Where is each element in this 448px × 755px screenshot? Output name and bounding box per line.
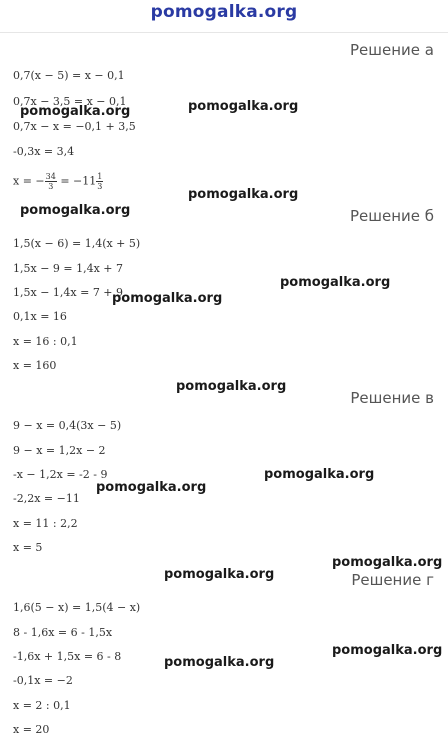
solution-v-heading: Решение в [350,389,434,407]
watermark: pomogalka.org [188,99,299,114]
watermark: pomogalka.org [332,555,443,570]
equation-line: 0,7x − 3,5 = x − 0,1 [13,95,127,108]
watermark: pomogalka.org [176,379,287,394]
solution-b-heading: Решение б [349,207,434,225]
final-prefix: x = − [13,174,45,188]
solution-g-heading: Решение г [351,571,434,589]
equation-line: 1,6(5 − x) = 1,5(4 − x) [13,601,141,614]
equation-line: x = 160 [13,359,57,372]
equation-line: 0,7(x − 5) = x − 0,1 [13,69,125,82]
watermark: pomogalka.org [112,291,223,306]
site-logo[interactable]: pomogalka.org [150,2,298,22]
equation-line: -1,6x + 1,5x = 6 - 8 [13,650,122,663]
solution-a-heading: Решение а [350,41,434,59]
watermark: pomogalka.org [332,643,443,658]
fraction [96,172,103,191]
equation-line: x = 11 : 2,2 [13,517,78,530]
equation-line: x = 5 [13,541,43,554]
equation-line: 9 − x = 1,2x − 2 [13,444,106,457]
equation-line: x = 2 : 0,1 [13,699,71,712]
fraction-denominator: 3 [97,182,103,191]
fraction-denominator: 3 [48,182,54,191]
equation-line: 0,1x = 16 [13,310,67,323]
equation-line: 1,5x − 1,4x = 7 + 9 [13,286,124,299]
equation-line: -x − 1,2x = -2 - 9 [13,468,108,481]
watermark: pomogalka.org [20,104,131,119]
equation-line: 0,7x − x = −0,1 + 3,5 [13,120,136,133]
equation-line: -0,1x = −2 [13,674,73,687]
equation-line: -0,3x = 3,4 [13,145,75,158]
equation-line: x = 20 [13,723,50,736]
final-mid: = −11 [56,174,97,188]
fraction-numerator: 34 [45,172,56,181]
equation-line: 1,5x − 9 = 1,4x + 7 [13,262,124,275]
equation-line: -2,2x = −11 [13,492,80,505]
watermark: pomogalka.org [96,480,207,495]
watermark: pomogalka.org [188,187,299,202]
equation-line: x = 16 : 0,1 [13,335,78,348]
watermark: pomogalka.org [164,567,275,582]
equation-line-final [13,172,103,191]
fraction-numerator: 1 [97,172,103,181]
equation-line: 1,5(x − 6) = 1,4(x + 5) [13,237,141,250]
watermark: pomogalka.org [264,467,375,482]
equation-line: 9 − x = 0,4(3x − 5) [13,419,122,432]
fraction [45,172,57,191]
equation-line: 8 - 1,6x = 6 - 1,5x [13,626,113,639]
watermark: pomogalka.org [20,203,131,218]
watermark: pomogalka.org [280,275,391,290]
header-divider [0,32,448,33]
watermark: pomogalka.org [164,655,275,670]
